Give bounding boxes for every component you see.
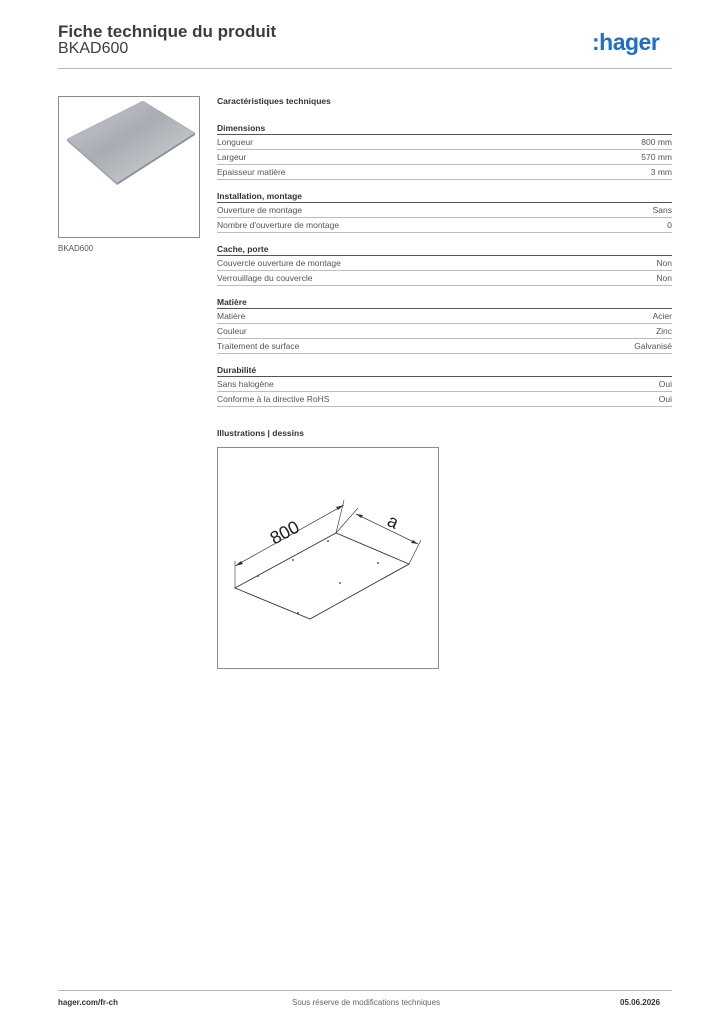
plate-outline bbox=[235, 533, 409, 619]
footer-date: 05.06.2026 bbox=[620, 998, 661, 1007]
dimension-width-label: a bbox=[384, 510, 402, 533]
footer-notice: Sous réserve de modifications techniques bbox=[292, 998, 441, 1007]
hager-logo-text: :hager bbox=[592, 29, 660, 55]
spec-value: Galvanisé bbox=[634, 341, 672, 351]
spec-value: Non bbox=[656, 273, 672, 283]
spec-row bbox=[217, 218, 672, 233]
spec-group-cover-door bbox=[217, 243, 672, 286]
illustrations-title: Illustrations | dessins bbox=[217, 428, 304, 438]
spec-label: Couleur bbox=[217, 326, 247, 336]
mounting-holes bbox=[257, 540, 379, 614]
spec-label: Matière bbox=[217, 311, 246, 321]
spec-row bbox=[217, 392, 672, 407]
spec-group-title: Durabilité bbox=[217, 364, 672, 377]
spec-row bbox=[217, 271, 672, 286]
product-image-caption: BKAD600 bbox=[58, 244, 94, 253]
spec-value: Non bbox=[656, 258, 672, 268]
header-divider bbox=[58, 68, 672, 69]
technical-drawing bbox=[217, 447, 439, 669]
spec-label: Traitement de surface bbox=[217, 341, 300, 351]
spec-value: 570 mm bbox=[641, 152, 672, 162]
spec-group-title: Cache, porte bbox=[217, 243, 672, 256]
spec-value: 0 bbox=[667, 220, 672, 230]
spec-value: Zinc bbox=[655, 326, 672, 336]
spec-label: Epaisseur matière bbox=[217, 167, 286, 177]
spec-group-durability bbox=[217, 364, 672, 407]
spec-row bbox=[217, 135, 672, 150]
spec-value: Oui bbox=[658, 394, 672, 404]
spec-row bbox=[217, 203, 672, 218]
spec-group-title: Dimensions bbox=[217, 122, 672, 135]
spec-row bbox=[217, 309, 672, 324]
spec-label: Sans halogène bbox=[217, 379, 274, 389]
spec-value: Acier bbox=[652, 311, 672, 321]
spec-label: Nombre d'ouverture de montage bbox=[217, 220, 340, 230]
metal-plate-photo bbox=[67, 101, 195, 183]
spec-group-title: Matière bbox=[217, 296, 672, 309]
spec-row bbox=[217, 256, 672, 271]
specs-title: Caractéristiques techniques bbox=[217, 96, 331, 106]
spec-row bbox=[217, 377, 672, 392]
spec-value: 800 mm bbox=[641, 137, 672, 147]
hager-logo bbox=[592, 28, 674, 58]
spec-group-title: Installation, montage bbox=[217, 190, 672, 203]
spec-label: Longueur bbox=[217, 137, 253, 147]
spec-row bbox=[217, 324, 672, 339]
footer-website: hager.com/fr-ch bbox=[58, 998, 119, 1007]
spec-group-material bbox=[217, 296, 672, 354]
spec-group-dimensions bbox=[217, 122, 672, 180]
spec-row bbox=[217, 165, 672, 180]
spec-value: 3 mm bbox=[650, 167, 672, 177]
product-code: BKAD600 bbox=[58, 40, 129, 57]
spec-label: Conforme à la directive RoHS bbox=[217, 394, 330, 404]
spec-label: Verrouillage du couvercle bbox=[217, 273, 313, 283]
spec-label: Ouverture de montage bbox=[217, 205, 303, 215]
technical-specs bbox=[217, 96, 672, 407]
spec-group-installation bbox=[217, 190, 672, 233]
footer-divider bbox=[58, 990, 672, 991]
product-image bbox=[58, 96, 200, 238]
spec-value: Oui bbox=[658, 379, 672, 389]
spec-row bbox=[217, 150, 672, 165]
dimension-length-label: 800 bbox=[266, 516, 303, 549]
page-title: Fiche technique du produit bbox=[58, 22, 277, 41]
spec-label: Couvercle ouverture de montage bbox=[217, 258, 341, 268]
spec-label: Largeur bbox=[217, 152, 247, 162]
spec-value: Sans bbox=[652, 205, 672, 215]
spec-row bbox=[217, 339, 672, 354]
